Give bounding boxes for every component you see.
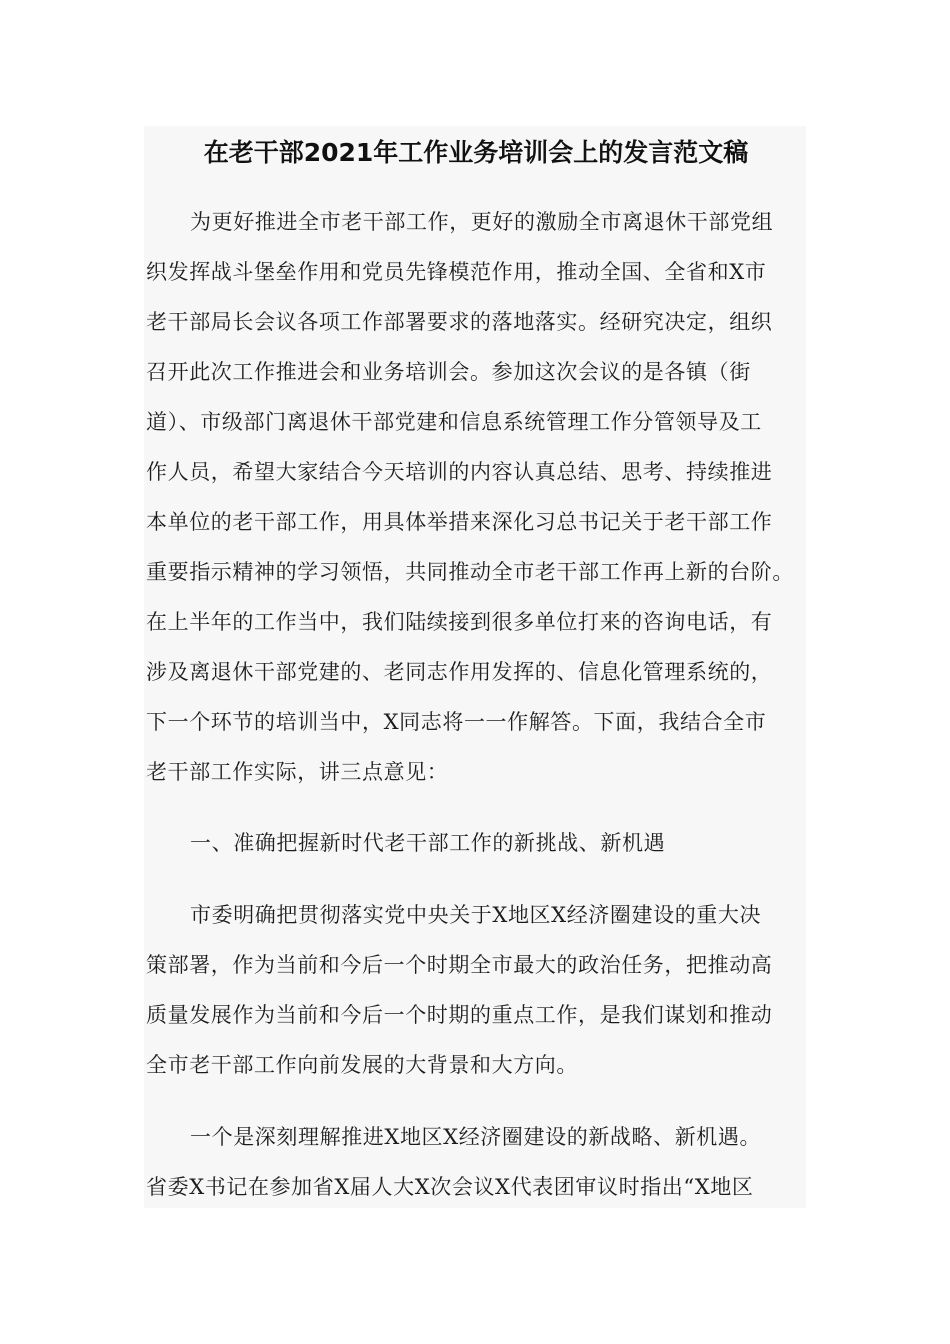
paragraph-line: 为更好推进全市老干部工作，更好的激励全市离退休干部党组 xyxy=(190,210,774,234)
paragraph-line: 作人员，希望大家结合今天培训的内容认真总结、思考、持续推进 xyxy=(146,460,773,484)
paragraph-line: 策部署，作为当前和今后一个时期全市最大的政治任务，把推动高 xyxy=(146,953,773,977)
paragraph-line: 本单位的老干部工作，用具体举措来深化习总书记关于老干部工作 xyxy=(146,510,773,534)
paragraph-line: 一个是深刻理解推进X地区X经济圈建设的新战略、新机遇。 xyxy=(190,1125,762,1149)
paragraph-line: 市委明确把贯彻落实党中央关于X地区X经济圈建设的重大决 xyxy=(190,903,762,927)
document-title: 在老干部2021年工作业务培训会上的发言范文稿 xyxy=(203,138,749,167)
paragraph-line: 质量发展作为当前和今后一个时期的重点工作，是我们谋划和推动 xyxy=(146,1003,773,1027)
paragraph-line: 织发挥战斗堡垒作用和党员先锋模范作用，推动全国、全省和X市 xyxy=(146,260,767,284)
paragraph-line: 在上半年的工作当中，我们陆续接到很多单位打来的咨询电话，有 xyxy=(146,610,773,634)
paragraph-line: 道）、市级部门离退休干部党建和信息系统管理工作分管领导及工 xyxy=(146,410,762,434)
paragraph-line: 召开此次工作推进会和业务培训会。参加这次会议的是各镇（街 xyxy=(146,360,751,384)
paragraph-line: 重要指示精神的学习领悟，共同推动全市老干部工作再上新的台阶。 xyxy=(146,560,794,584)
paragraph-line: 涉及离退休干部党建的、老同志作用发挥的、信息化管理系统的， xyxy=(146,660,773,684)
section-heading: 一、准确把握新时代老干部工作的新挑战、新机遇 xyxy=(190,831,666,855)
paragraph-line: 老干部局长会议各项工作部署要求的落地落实。经研究决定，组织 xyxy=(146,310,773,334)
paragraph-line: 下一个环节的培训当中，X同志将一一作解答。下面，我结合全市 xyxy=(146,710,767,734)
paragraph-line: 全市老干部工作向前发展的大背景和大方向。 xyxy=(146,1053,578,1077)
paragraph-line: 老干部工作实际，讲三点意见： xyxy=(146,760,449,784)
paragraph-line: 省委X书记在参加省X届人大X次会议X代表团审议时指出“X地区 xyxy=(146,1175,754,1199)
